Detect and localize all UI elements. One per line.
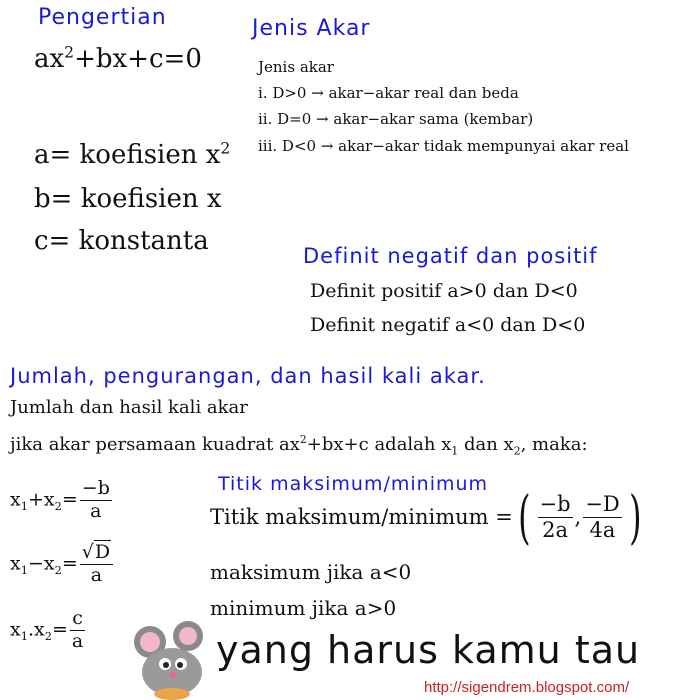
- diff-x1: x: [10, 552, 21, 575]
- sum-num: −b: [81, 477, 110, 499]
- cond-p2: +bx+c adalah x: [306, 434, 452, 455]
- jenis-akar-item-3: iii. D<0 → akar−akar tidak mempunyai akar real: [258, 137, 629, 155]
- diff-s2: 2: [54, 563, 62, 578]
- titik-comma: ,: [574, 505, 582, 529]
- sum-den: a: [90, 499, 102, 522]
- eq-sup: 2: [64, 43, 75, 62]
- prod-s2: 2: [44, 629, 52, 644]
- sum-op: +x: [27, 488, 55, 511]
- left-paren: (: [517, 483, 531, 551]
- titik-formula: [210, 484, 646, 550]
- diff-fraction: [80, 542, 113, 587]
- footer-url[interactable]: http://sigendrem.blogspot.com/: [424, 679, 630, 696]
- jenis-akar-title: Jenis akar: [258, 58, 334, 76]
- diff-den: a: [90, 563, 103, 586]
- mouse-mascot-icon: [132, 620, 214, 700]
- eq-post: +bx+c=0: [74, 44, 202, 74]
- prod-den: a: [71, 629, 84, 652]
- diff-num-wrap: [80, 542, 113, 565]
- diff-num: D: [94, 541, 111, 563]
- diff-formula: [10, 542, 115, 587]
- c-definition: c= konstanta: [34, 226, 209, 256]
- sum-fraction: [80, 478, 112, 523]
- prod-fraction: [70, 608, 85, 653]
- diff-s1: 1: [20, 563, 28, 578]
- cond-p3: dan x: [458, 434, 514, 455]
- definit-heading: Definit negatif dan positif: [303, 244, 598, 268]
- sum-x1: x: [10, 488, 21, 511]
- jumlah-heading: Jumlah, pengurangan, dan hasil kali akar.: [10, 364, 486, 388]
- titik-frac-x: [538, 492, 573, 541]
- diff-op: −x: [27, 552, 55, 575]
- titik-y-num: −D: [585, 492, 620, 517]
- titik-heading: Titik maksimum/minimum: [218, 473, 489, 495]
- prod-eq: =: [51, 618, 68, 641]
- prod-op: .x: [27, 618, 45, 641]
- sum-formula: [10, 478, 114, 523]
- jumlah-title: Jumlah dan hasil kali akar: [10, 397, 248, 418]
- sqrt-symbol: √D: [81, 541, 111, 563]
- sum-eq: =: [61, 488, 78, 511]
- cond-sub2: 2: [513, 444, 521, 458]
- sum-s1: 1: [20, 499, 28, 514]
- diff-eq: =: [61, 552, 78, 575]
- titik-y-den: 4a: [589, 517, 616, 542]
- jenis-akar-item-1: i. D>0 → akar−akar real dan beda: [258, 84, 519, 102]
- titik-label: Titik maksimum/minimum =: [210, 505, 513, 529]
- titik-x-den: 2a: [542, 517, 568, 542]
- eq-pre: ax: [34, 44, 65, 74]
- maksimum-condition: maksimum jika a<0: [210, 560, 412, 584]
- a-def-text: a= koefisien x: [34, 140, 221, 170]
- a-definition: [34, 140, 230, 170]
- definit-positif: Definit positif a>0 dan D<0: [310, 280, 578, 302]
- sum-s2: 2: [54, 499, 62, 514]
- definit-negatif: Definit negatif a<0 dan D<0: [310, 314, 586, 336]
- cond-p4: , maka:: [520, 434, 588, 455]
- prod-x1: x: [10, 618, 21, 641]
- titik-frac-y: [583, 492, 621, 541]
- cond-sub1: 1: [451, 444, 459, 458]
- titik-x-num: −b: [539, 492, 571, 517]
- b-definition: b= koefisien x: [34, 184, 222, 214]
- prod-formula: [10, 608, 87, 653]
- quadratic-equation: [34, 44, 202, 74]
- jenis-akar-heading: Jenis Akar: [252, 16, 371, 41]
- prod-num: c: [70, 608, 85, 631]
- minimum-condition: minimum jika a>0: [210, 596, 397, 620]
- pengertian-heading: Pengertian: [38, 5, 167, 30]
- right-paren: ): [628, 483, 642, 551]
- jenis-akar-item-2: ii. D=0 → akar−akar sama (kembar): [258, 110, 534, 128]
- prod-s1: 1: [20, 629, 28, 644]
- footer-tagline: yang harus kamu tau: [216, 628, 641, 672]
- a-def-sup: 2: [220, 139, 231, 158]
- cond-sup: 2: [299, 433, 307, 446]
- jumlah-condition: [10, 433, 588, 458]
- cond-p1: jika akar persamaan kuadrat ax: [10, 434, 300, 455]
